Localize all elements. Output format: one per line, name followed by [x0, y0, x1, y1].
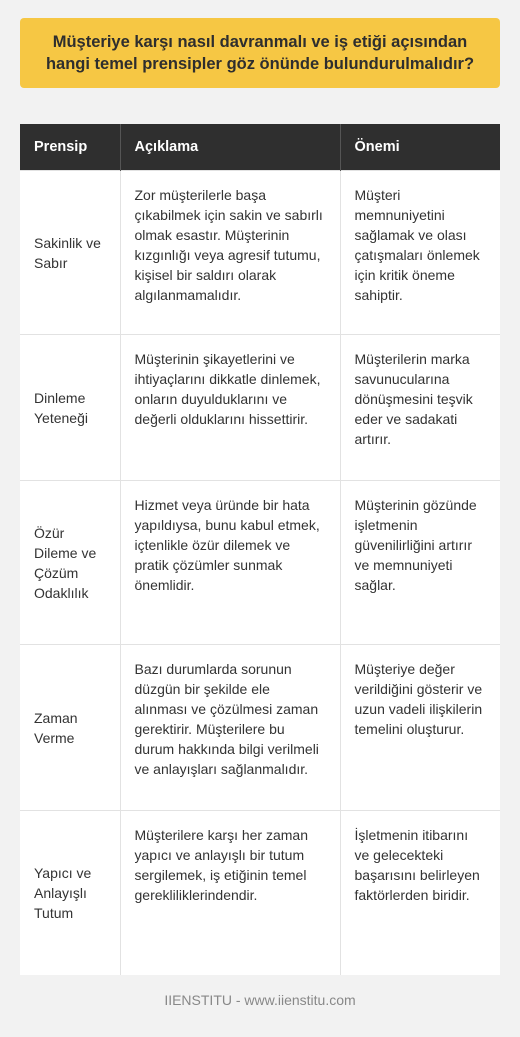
- explanation-cell: Hizmet veya üründe bir hata yapıldıysa, bunu kabul etmek, içtenlikle özür dilemek ve pratik çözümler sunmak önemlidir.: [120, 481, 340, 645]
- explanation-cell: Bazı durumlarda sorunun düzgün bir şekilde ele alınması ve çözülmesi zaman gerektirir. Müşterilere bu durum hakkında bilgi verilmeli ve anlayışları sağlanmalıdır.: [120, 645, 340, 811]
- importance-cell: Müşterinin gözünde işletmenin güvenilirliğini artırır ve memnuniyeti sağlar.: [340, 481, 500, 645]
- footer-credit: IIENSTITU - www.iienstitu.com: [164, 992, 356, 1008]
- title-banner: [20, 18, 500, 88]
- explanation-cell: Müşterilere karşı her zaman yapıcı ve anlayışlı bir tutum sergilemek, iş etiğinin temel gerekliliklerindendir.: [120, 811, 340, 975]
- header-principle: Prensip: [20, 124, 120, 171]
- table-row: [20, 171, 500, 335]
- principle-cell: Zaman Verme: [20, 645, 120, 811]
- header-importance: Önemi: [340, 124, 500, 171]
- table-header-row: [20, 124, 500, 171]
- table-row: [20, 645, 500, 811]
- principle-cell: Sakinlik ve Sabır: [20, 171, 120, 335]
- table-row: [20, 811, 500, 975]
- table-row: [20, 335, 500, 481]
- principle-cell: Yapıcı ve Anlayışlı Tutum: [20, 811, 120, 975]
- importance-cell: İşletmenin itibarını ve gelecekteki başarısını belirleyen faktörlerden biridir.: [340, 811, 500, 975]
- page-title: Müşteriye karşı nasıl davranmalı ve iş etiği açısından hangi temel prensipler göz önünde bulundurulmalıdır?: [45, 33, 475, 73]
- explanation-cell: Müşterinin şikayetlerini ve ihtiyaçlarını dikkatle dinlemek, onların duyulduklarını ve değerli olduklarını hissettirir.: [120, 335, 340, 481]
- importance-cell: Müşteriye değer verildiğini gösterir ve uzun vadeli ilişkilerin temelini oluşturur.: [340, 645, 500, 811]
- importance-cell: Müşteri memnuniyetini sağlamak ve olası çatışmaları önlemek için kritik öneme sahiptir.: [340, 171, 500, 335]
- principle-cell: Özür Dileme ve Çözüm Odaklılık: [20, 481, 120, 645]
- importance-cell: Müşterilerin marka savunucularına dönüşmesini teşvik eder ve sadakati artırır.: [340, 335, 500, 481]
- header-explanation: Açıklama: [120, 124, 340, 171]
- principle-cell: Dinleme Yeteneği: [20, 335, 120, 481]
- principles-table: [20, 124, 500, 975]
- table-row: [20, 481, 500, 645]
- explanation-cell: Zor müşterilerle başa çıkabilmek için sakin ve sabırlı olmak esastır. Müşterinin kızgınlığı veya agresif tutumu, kişisel bir saldırı olarak algılanmamalıdır.: [120, 171, 340, 335]
